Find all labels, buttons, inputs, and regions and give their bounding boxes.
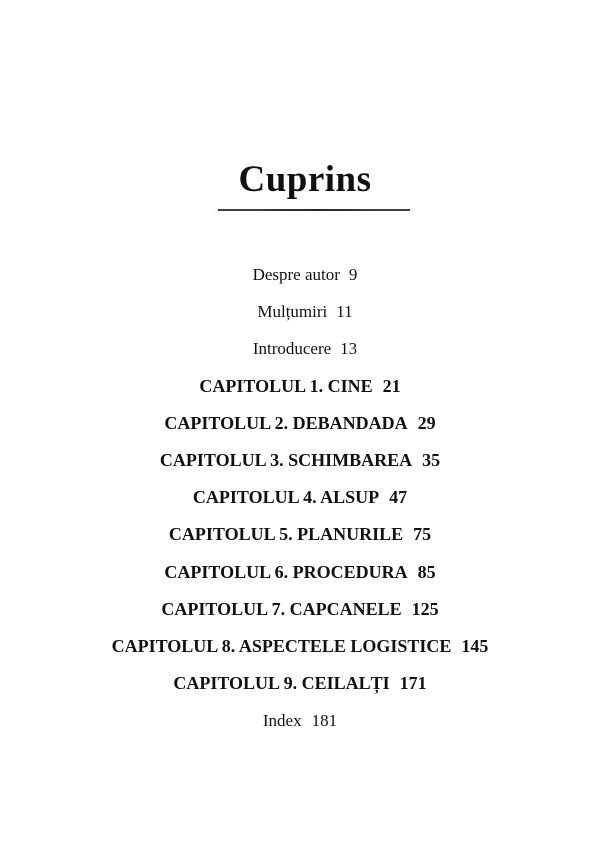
toc-entry-page: 75 (413, 524, 432, 545)
toc-entry-label: CAPITOLUL 8. ASPECTELE LOGISTICE (111, 635, 452, 656)
toc-entry-chapter-1 (0, 368, 600, 405)
toc-entry-page: 11 (336, 302, 353, 322)
toc-entry-chapter-8 (0, 628, 600, 665)
toc-entry-multumiri (0, 293, 600, 330)
toc-entry-label: Despre autor (252, 265, 340, 284)
toc-entry-page: 13 (340, 339, 358, 359)
title-underline (212, 208, 416, 212)
toc-entry-page: 21 (382, 375, 401, 396)
table-of-contents (0, 256, 600, 739)
toc-entry-label: CAPITOLUL 6. PROCEDURA (164, 561, 408, 582)
toc-entry-chapter-5 (0, 516, 600, 553)
toc-entry-label: Introducere (252, 339, 332, 359)
toc-entry-page: 29 (417, 412, 436, 433)
toc-entry-index (0, 702, 600, 739)
toc-entry-label: CAPITOLUL 9. CEILALȚI (173, 673, 390, 694)
toc-entry-chapter-2 (0, 405, 600, 442)
title-block (0, 158, 600, 202)
toc-entry-label: CAPITOLUL 3. SCHIMBAREA (159, 449, 413, 470)
toc-entry-label: CAPITOLUL 5. PLANURILE (168, 524, 404, 545)
toc-entry-despre-autor (0, 256, 600, 293)
toc-entry-page: 145 (461, 635, 489, 656)
toc-entry-chapter-6 (0, 554, 600, 591)
toc-entry-chapter-3 (0, 442, 600, 479)
toc-entry-chapter-7 (0, 591, 600, 628)
toc-entry-label: CAPITOLUL 2. DEBANDADA (164, 412, 408, 433)
page-title: Cuprins (238, 159, 372, 200)
toc-entry-chapter-9 (0, 665, 600, 702)
title-underline-bar (218, 209, 410, 211)
toc-entry-page: 125 (411, 598, 439, 619)
toc-entry-chapter-4 (0, 479, 600, 516)
toc-entry-page: 171 (399, 673, 427, 694)
toc-entry-page: 9 (348, 265, 358, 284)
toc-entry-page: 35 (422, 449, 441, 470)
toc-entry-label: Mulțumiri (257, 302, 328, 322)
toc-entry-page: 47 (389, 487, 408, 508)
toc-entry-introducere (0, 330, 600, 367)
toc-entry-label: CAPITOLUL 1. CINE (199, 375, 373, 396)
toc-entry-page: 181 (311, 711, 338, 731)
toc-entry-label: Index (262, 711, 302, 731)
toc-entry-label: CAPITOLUL 7. CAPCANELE (161, 598, 402, 619)
toc-entry-page: 85 (417, 561, 436, 582)
toc-entry-label: CAPITOLUL 4. ALSUP (192, 487, 380, 508)
